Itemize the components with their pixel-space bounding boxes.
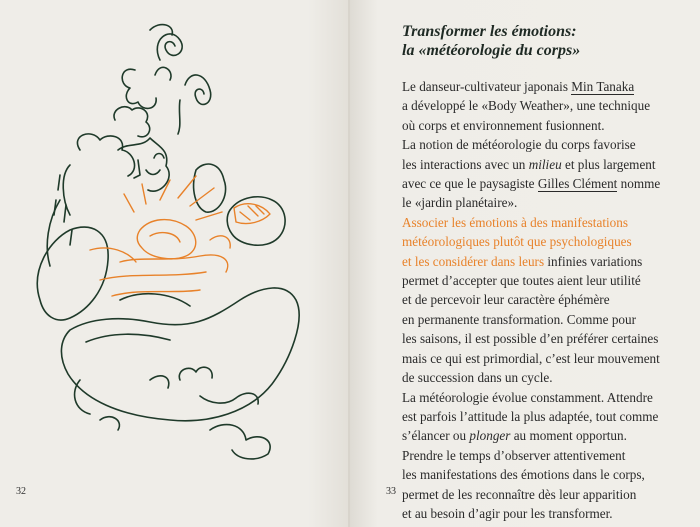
text-span: et plus largement [561,156,656,172]
highlight-span: et les considérer dans leurs [402,253,545,269]
text-line [402,77,692,96]
text-line: le «jardin planétaire». [402,195,518,211]
text-span: infinies variations [544,253,643,269]
text-line [402,252,692,271]
highlight-line: météorologiques plutôt que psychologiques [402,234,632,250]
text-span: les interactions avec un [402,156,529,172]
text-span: au moment opportun. [510,428,627,444]
text-line: La météorologie évolue constamment. Attendre [402,389,653,405]
text-line: mais ce qui est primordial, c’est leur mouvement [402,350,660,366]
body-text [402,77,692,523]
text-line: permet de les reconnaître dès leur apparition [402,486,637,502]
text-line: les manifestations des émotions dans le corps, [402,467,645,483]
text-span: nomme [617,176,661,192]
text-span: s’élancer ou [402,428,470,444]
text-line: et de percevoir leur caractère éphémère [402,292,610,308]
text-line: en permanente transformation. Comme pour [402,311,637,327]
text-line: où corps et environnement fusionnent. [402,117,605,133]
text-line: permet d’accepter que toutes aient leur utilité [402,273,641,289]
text-line [402,174,692,193]
title-line-2: la «météorologie du corps» [402,42,581,59]
text-line: est parfois l’attitude la plus adaptée, tout comme [402,408,659,424]
highlight-line: Associer les émotions à des manifestations [402,214,628,230]
text-line [402,426,692,445]
text-line: Prendre le temps d’observer attentivement [402,447,626,463]
text-span: avec ce que le paysagiste [402,176,538,192]
line-drawing-illustration [0,0,350,470]
text-line: a développé le «Body Weather», une technique [402,98,651,114]
text-line: et au besoin d’agir pour les transformer. [402,505,613,521]
text-line [402,155,692,174]
link-gilles-clement: Gilles Clément [537,176,618,192]
italic-word: plonger [469,428,511,444]
text-line: La notion de météorologie du corps favorise [402,137,636,153]
italic-word: milieu [528,156,562,172]
text-line: de succession dans un cycle. [402,370,553,386]
page-number-left: 32 [16,486,26,497]
title-line-1: Transformer les émotions: [402,23,577,40]
link-min-tanaka: Min Tanaka [571,79,635,94]
section-title [402,22,682,60]
text-span: Le danseur-cultivateur japonais [402,79,572,94]
page-number-right: 33 [386,486,396,497]
text-line: les saisons, il est possible d’en préférer certaines [402,331,659,347]
